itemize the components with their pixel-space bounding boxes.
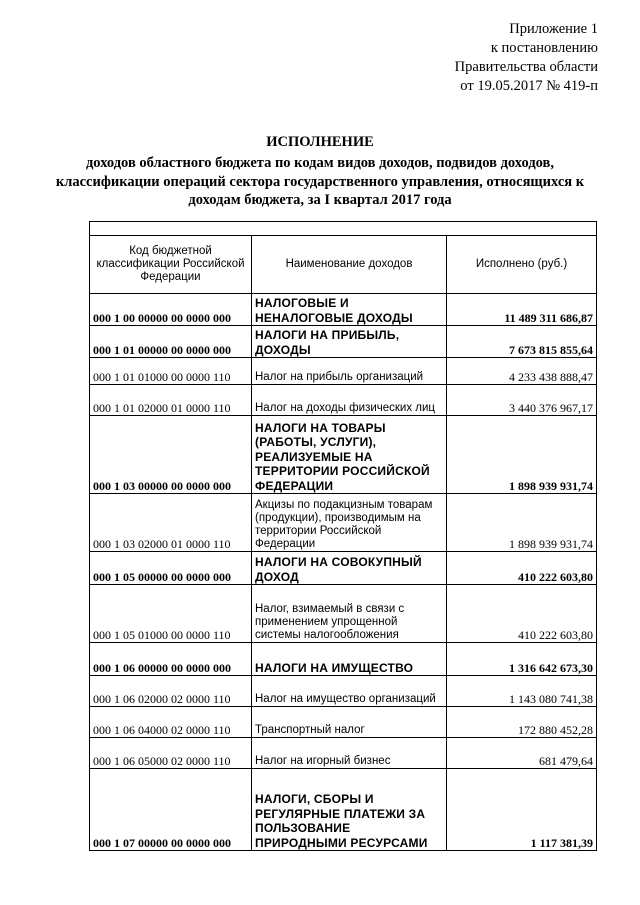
row-name: НАЛОГИ НА СОВОКУПНЫЙ ДОХОД: [252, 552, 447, 585]
row-code: 000 1 07 00000 00 0000 000: [90, 769, 252, 851]
table-row: [90, 676, 597, 707]
table-row: [90, 738, 597, 769]
row-name: Налог, взимаемый в связи с применением упрощенной системы налогообложения: [252, 585, 447, 643]
row-code: 000 1 01 00000 00 0000 000: [90, 326, 252, 358]
table-header-row: [90, 236, 597, 294]
row-value: 1 316 642 673,30: [447, 643, 597, 676]
row-value: 3 440 376 967,17: [447, 385, 597, 416]
row-code: 000 1 01 01000 00 0000 110: [90, 358, 252, 385]
appendix-line: от 19.05.2017 № 419-п: [460, 78, 598, 94]
row-value: 1 143 080 741,38: [447, 676, 597, 707]
table-row: [90, 326, 597, 358]
row-value: 7 673 815 855,64: [447, 326, 597, 358]
row-code: 000 1 03 02000 01 0000 110: [90, 494, 252, 552]
table-row: [90, 707, 597, 738]
row-value: 410 222 603,80: [447, 585, 597, 643]
row-code: 000 1 05 01000 00 0000 110: [90, 585, 252, 643]
row-value: 1 898 939 931,74: [447, 494, 597, 552]
row-value: 11 489 311 686,87: [447, 294, 597, 326]
row-code: 000 1 06 02000 02 0000 110: [90, 676, 252, 707]
row-code: 000 1 01 02000 01 0000 110: [90, 385, 252, 416]
row-name: Налог на имущество организаций: [252, 676, 447, 707]
row-name: НАЛОГИ НА ИМУЩЕСТВО: [252, 643, 447, 676]
row-code: 000 1 00 00000 00 0000 000: [90, 294, 252, 326]
row-name: Акцизы по подакцизным товарам (продукции), производимым на территории Российской Федерации: [252, 494, 447, 552]
table-row: [90, 643, 597, 676]
table-row: [90, 416, 597, 494]
row-name: Налог на прибыль организаций: [252, 358, 447, 385]
header-code: Код бюджетной классификации Российской Федерации: [90, 236, 252, 294]
row-code: 000 1 06 00000 00 0000 000: [90, 643, 252, 676]
row-code: 000 1 06 05000 02 0000 110: [90, 738, 252, 769]
appendix-line: Приложение 1: [509, 21, 598, 37]
document-subtitle: доходов областного бюджета по кодам видов доходов, подвидов доходов, классификации операций сектора государственного управления, относящихся к доходам бюджета, за I квартал 2017 года: [55, 155, 585, 208]
row-value: 410 222 603,80: [447, 552, 597, 585]
row-code: 000 1 05 00000 00 0000 000: [90, 552, 252, 585]
row-name: НАЛОГИ, СБОРЫ И РЕГУЛЯРНЫЕ ПЛАТЕЖИ ЗА ПОЛЬЗОВАНИЕ ПРИРОДНЫМИ РЕСУРСАМИ: [252, 769, 447, 851]
header-value: Исполнено (руб.): [447, 236, 597, 294]
appendix-block: [455, 20, 598, 96]
row-value: 4 233 438 888,47: [447, 358, 597, 385]
appendix-line: к постановлению: [490, 40, 598, 56]
table-row: [90, 552, 597, 585]
table-top-spacer: [90, 222, 597, 236]
row-value: 1 117 381,39: [447, 769, 597, 851]
row-value: 172 880 452,28: [447, 707, 597, 738]
table-row: [90, 294, 597, 326]
row-name: НАЛОГИ НА ПРИБЫЛЬ, ДОХОДЫ: [252, 326, 447, 358]
row-code: 000 1 06 04000 02 0000 110: [90, 707, 252, 738]
row-name: НАЛОГИ НА ТОВАРЫ (РАБОТЫ, УСЛУГИ), РЕАЛИЗУЕМЫЕ НА ТЕРРИТОРИИ РОССИЙСКОЙ ФЕДЕРАЦИИ: [252, 416, 447, 494]
table-row: [90, 358, 597, 385]
row-code: 000 1 03 00000 00 0000 000: [90, 416, 252, 494]
revenue-table: [89, 221, 597, 851]
row-name: Налог на игорный бизнес: [252, 738, 447, 769]
row-value: 681 479,64: [447, 738, 597, 769]
table-row: [90, 385, 597, 416]
row-name: Транспортный налог: [252, 707, 447, 738]
document-heading: ИСПОЛНЕНИЕ: [266, 134, 374, 150]
appendix-line: Правительства области: [454, 59, 598, 75]
row-value: 1 898 939 931,74: [447, 416, 597, 494]
table-row: [90, 769, 597, 851]
row-name: Налог на доходы физических лиц: [252, 385, 447, 416]
row-name: НАЛОГОВЫЕ И НЕНАЛОГОВЫЕ ДОХОДЫ: [252, 294, 447, 326]
table-row: [90, 494, 597, 552]
header-name: Наименование доходов: [252, 236, 447, 294]
table-row: [90, 585, 597, 643]
